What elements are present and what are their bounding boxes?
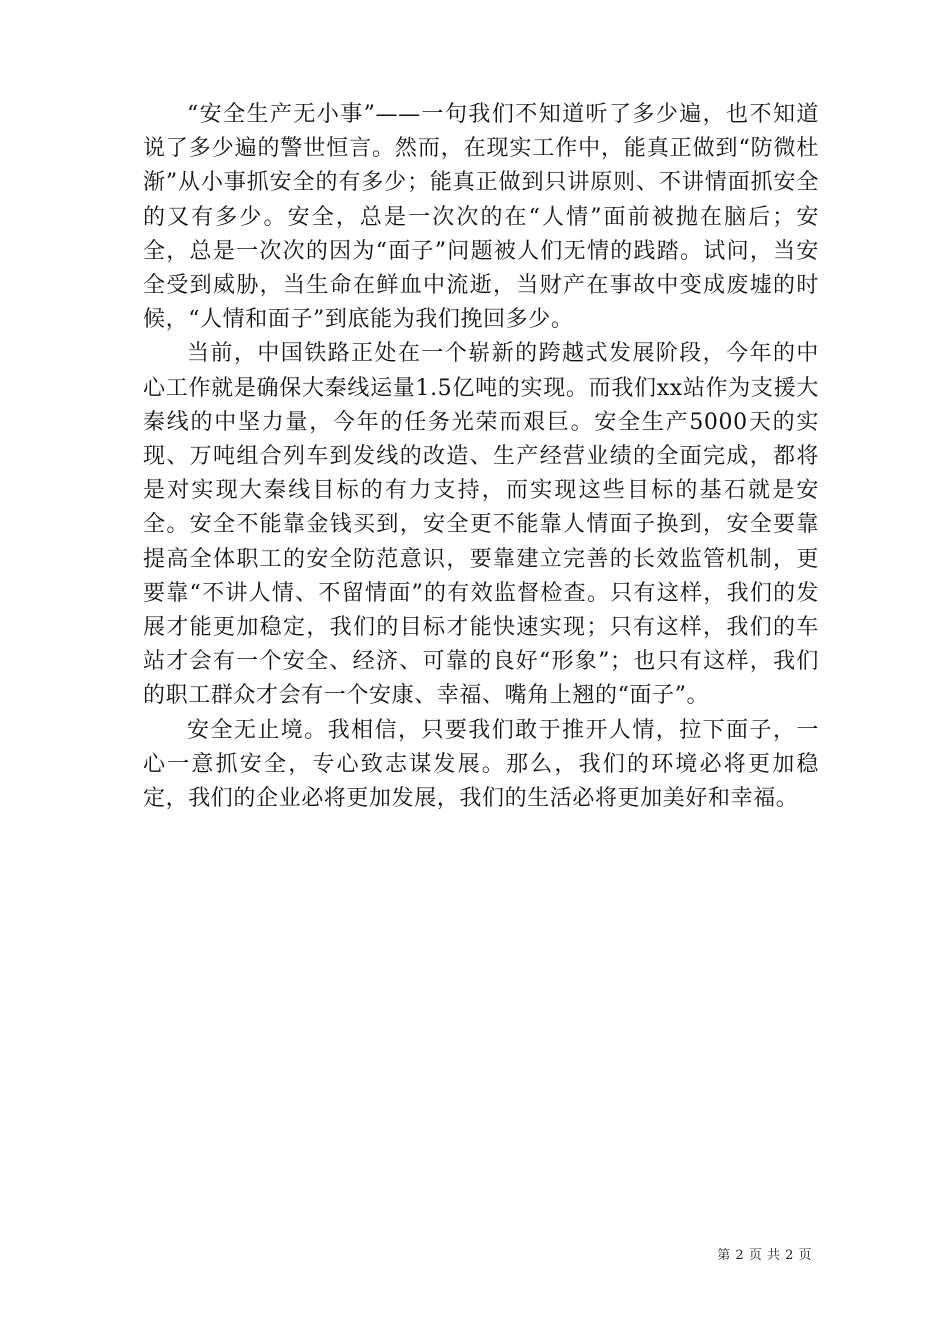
paragraph-3: 安全无止境。我相信，只要我们敢于推开人情，拉下面子，一心一意抓安全，专心致志谋发展。那么，我们的环境必将更加稳定，我们的企业必将更加发展，我们的生活必将更加美好和幸福。 (143, 717, 819, 812)
body-text (143, 98, 819, 816)
paragraph-1: “安全生产无小事”——一句我们不知道听了多少遍，也不知道说了多少遍的警世恒言。然而，在现实工作中，能真正做到“防微杜渐”从小事抓安全的有多少；能真正做到只讲原则、不讲情面抓安全的又有多少。安全，总是一次次的在“人情”面前被抛在脑后；安全，总是一次次的因为“面子”问题被人们无情的践踏。试问，当安全受到威胁，当生命在鲜血中流逝，当财产在事故中变成废墟的时候，“人情和面子”到底能为我们挽回多少。 (143, 102, 819, 333)
page-number-footer: 第 2 页 共 2 页 (717, 1248, 812, 1263)
paragraph-2: 当前，中国铁路正处在一个崭新的跨越式发展阶段，今年的中心工作就是确保大秦线运量1.5亿吨的实现。而我们xx站作为支援大秦线的中坚力量，今年的任务光荣而艰巨。安全生产5000天的实现、万吨组合列车到发线的改造、生产经营业绩的全面完成，都将是对实现大秦线目标的有力支持，而实现这些目标的基石就是安全。安全不能靠金钱买到，安全更不能靠人情面子换到，安全要靠提高全体职工的安全防范意识，要靠建立完善的长效监管机制，更要靠“不讲人情、不留情面”的有效监督检查。只有这样，我们的发展才能更加稳定，我们的目标才能快速实现；只有这样，我们的车站才会有一个安全、经济、可靠的良好“形象”；也只有这样，我们的职工群众才会有一个安康、幸福、嘴角上翘的“面子”。 (143, 341, 819, 709)
